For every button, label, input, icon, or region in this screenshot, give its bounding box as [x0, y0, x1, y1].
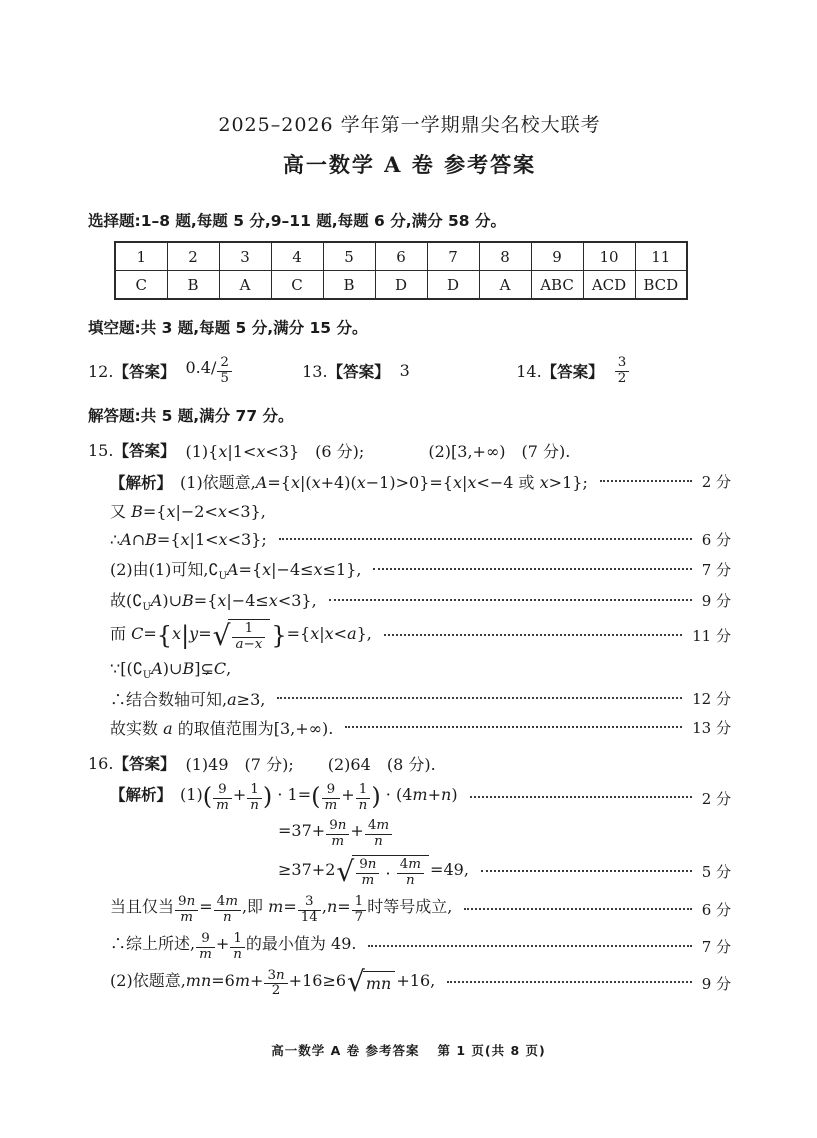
big-delimiter: ( — [311, 782, 321, 811]
fraction — [356, 783, 371, 813]
solution-line — [88, 855, 731, 888]
radical-sign: √ — [212, 618, 231, 652]
numerator: 9n — [178, 894, 196, 910]
math-text: a≥3, — [227, 690, 266, 710]
problem-number: 15. — [88, 440, 114, 460]
line-content — [110, 588, 317, 613]
math-text: , — [241, 897, 248, 917]
denominator: m — [356, 873, 379, 889]
numerator: 9 — [326, 782, 336, 798]
math-text: · 1= — [277, 785, 312, 805]
math-text: + — [215, 934, 230, 954]
math-text: (2)64 (8 分). — [327, 754, 436, 774]
denominator: n — [356, 798, 371, 814]
fraction — [214, 895, 241, 925]
math-text: +16, — [396, 971, 436, 991]
math-text: ,n= — [321, 897, 351, 917]
solution-line — [88, 470, 731, 493]
solution-line — [88, 619, 731, 652]
answer-value — [185, 356, 232, 386]
line-content — [110, 530, 267, 550]
denominator: m — [326, 834, 349, 850]
choice-section-label: 选择题:1–8 题,每题 5 分,9–11 题,每题 6 分,满分 58 分。 — [88, 212, 506, 230]
problem-answer-line — [88, 438, 731, 462]
math-text: (1)49 (7 分); — [185, 754, 294, 774]
fraction — [247, 783, 262, 813]
answer-label: 【答案】 — [327, 363, 390, 381]
math-text: m= — [268, 897, 297, 917]
answer-cell: ACD — [583, 271, 635, 300]
static-text: 的最小值为 49. — [245, 934, 357, 954]
exam-title: 2025–2026 学年第一学期鼎尖名校大联考 — [218, 114, 601, 136]
math-text: a — [163, 719, 173, 739]
math-text: mn=6m+ — [185, 971, 264, 991]
score-label: 6 分 — [701, 531, 731, 549]
numerator: 9 — [201, 931, 210, 947]
dotted-leader — [481, 870, 692, 872]
bold-label: 【解析】 — [110, 474, 173, 492]
answer-table-body — [115, 242, 687, 299]
math-text: A)∪B={x|−4≤x<3}, — [150, 591, 317, 611]
answer-table — [114, 241, 688, 300]
math-text: 3 — [399, 361, 410, 380]
dotted-leader — [470, 796, 692, 798]
score-label: 7 分 — [701, 561, 731, 580]
numerator: 1 — [233, 931, 242, 947]
static-text: (7 分). — [505, 441, 571, 461]
paper-subtitle: 高一数学 A 卷 参考答案 — [282, 152, 537, 177]
big-delimiter: | — [181, 621, 190, 650]
sqrt-radical — [347, 965, 395, 999]
fraction — [175, 895, 198, 925]
line-content — [110, 659, 231, 681]
question-number-cell: 6 — [375, 242, 427, 271]
static-text: 即 — [247, 897, 269, 917]
question-number-cell: 1 — [115, 242, 167, 271]
radical-sign: √ — [347, 965, 365, 999]
solution-line — [88, 687, 731, 710]
static-text: 的取值范围为 — [172, 719, 274, 739]
numerator: 4m — [399, 857, 422, 873]
math-text: A)∪B]⊊C, — [151, 658, 232, 678]
line-content — [110, 783, 458, 813]
fraction — [322, 783, 341, 813]
fraction — [397, 858, 424, 888]
dotted-leader — [464, 908, 691, 910]
denominator: m — [196, 947, 215, 963]
math-text: A={x|−4≤x≤1}, — [226, 560, 362, 579]
numerator: 3 — [617, 355, 627, 370]
numerator: 1 — [244, 621, 254, 637]
fill-answer-item — [88, 356, 302, 386]
line-content — [110, 557, 361, 582]
fraction — [352, 895, 367, 925]
score-label: 5 分 — [701, 863, 731, 882]
complement-symbol: $∁_U$ — [132, 658, 152, 681]
numerator: 9n — [359, 857, 377, 873]
line-content — [110, 965, 436, 999]
question-number-cell: 9 — [531, 242, 583, 271]
page-footer — [0, 1041, 817, 1059]
dotted-leader — [329, 599, 692, 601]
answer-content — [185, 752, 435, 775]
denominator: n — [214, 910, 241, 926]
static-text: 依题意, — [132, 971, 186, 991]
line-content — [110, 499, 266, 522]
problem-answer-line — [88, 751, 731, 775]
numerator: 3n — [267, 967, 285, 983]
fill-answers-row — [88, 348, 731, 394]
line-content — [110, 716, 333, 739]
problem-block — [88, 438, 731, 739]
math-text: (2) — [110, 971, 133, 991]
math-text: ∴A∩B={x|1<x<3}; — [110, 529, 267, 549]
static-text: 时等号成立, — [367, 897, 453, 917]
radicand — [352, 855, 429, 888]
score-label: 7 分 — [701, 938, 731, 957]
static-text: 结合数轴可知, — [126, 690, 228, 710]
denominator: 2 — [615, 371, 630, 387]
answer-cell: BCD — [635, 271, 687, 300]
score-label: 9 分 — [701, 974, 731, 993]
score-label: 12 分 — [692, 690, 731, 709]
question-number-cell: 11 — [635, 242, 687, 271]
math-text: x — [172, 624, 182, 644]
denominator: n — [247, 798, 262, 814]
fill-section-label: 填空题:共 3 题,每题 5 分,满分 15 分。 — [88, 319, 368, 337]
problem-block — [88, 751, 731, 998]
dotted-leader — [600, 480, 692, 482]
math-text: =37+ — [278, 821, 326, 841]
answer-row — [115, 271, 687, 300]
denominator: m — [175, 910, 198, 926]
answer-cell: A — [479, 271, 531, 300]
denominator: 7 — [352, 910, 367, 926]
bold-label: 【解析】 — [110, 786, 173, 805]
complement-symbol: $∁_U$ — [132, 591, 151, 614]
big-delimiter: ) — [262, 782, 273, 811]
dotted-leader — [447, 981, 691, 983]
complement-symbol: $∁_U$ — [208, 560, 227, 583]
fraction — [217, 356, 232, 386]
answer-cell: C — [115, 271, 167, 300]
answer-cell: D — [375, 271, 427, 300]
solution-line — [88, 557, 731, 582]
math-text: + — [350, 821, 364, 841]
question-number-cell: 7 — [427, 242, 479, 271]
static-text: 故实数 — [110, 719, 164, 739]
line-content — [278, 855, 469, 888]
line-content — [110, 470, 588, 493]
footer-page-number: 第 1 页(共 8 页) — [437, 1043, 546, 1058]
footer-paper-name: 高一数学 A 卷 参考答案 — [271, 1043, 420, 1058]
big-delimiter: } — [271, 621, 287, 650]
solve-section-label: 解答题:共 5 题,满分 77 分。 — [88, 407, 294, 425]
denominator: n — [230, 947, 245, 963]
denominator: n — [397, 873, 424, 889]
fraction — [356, 858, 379, 888]
math-text: + — [232, 785, 247, 805]
static-text: (6 分); — [299, 441, 365, 461]
answer-label: 【答案】 — [113, 363, 176, 381]
denominator: 14 — [298, 910, 321, 926]
question-number-cell: 4 — [271, 242, 323, 271]
question-number-cell: 5 — [323, 242, 375, 271]
math-text: (2)[3,+∞) — [428, 441, 506, 461]
denominator: n — [365, 834, 392, 850]
solution-line — [88, 528, 731, 551]
dotted-leader — [345, 726, 682, 728]
line-content — [278, 819, 393, 849]
question-number: 14. — [516, 361, 542, 381]
answer-value — [400, 361, 410, 381]
solution-line — [88, 716, 731, 739]
denominator: 2 — [264, 983, 287, 999]
static-text: 又 — [110, 502, 132, 521]
dotted-leader — [279, 538, 692, 540]
numerator: 4m — [216, 894, 238, 910]
question-number-cell: 10 — [583, 242, 635, 271]
math-text: +16≥6 — [288, 971, 347, 991]
answer-label: 【答案】 — [113, 755, 176, 774]
line-content — [110, 894, 452, 925]
numerator: 2 — [220, 355, 229, 370]
math-text: ∵[( — [110, 658, 133, 678]
score-label: 2 分 — [701, 789, 731, 808]
math-text: ≥37+2 — [278, 860, 336, 880]
answer-cell: A — [219, 271, 271, 300]
math-text: + — [341, 785, 355, 805]
numerator: 9n — [329, 818, 347, 834]
numerator: 1 — [354, 894, 364, 910]
problem-number: 16. — [88, 753, 114, 773]
denominator: 5 — [217, 371, 232, 387]
big-delimiter: { — [156, 621, 173, 650]
fraction — [232, 622, 265, 652]
big-delimiter: ) — [371, 782, 381, 811]
static-text: 综上所述, — [126, 934, 196, 954]
math-text: A={x|(x+4)(x−1)>0}={x|x<−4 或 x>1}; — [255, 473, 588, 492]
question-number-cell: 2 — [167, 242, 219, 271]
static-text: 而 — [110, 624, 132, 644]
static-text: (2)由(1)可知, — [110, 560, 209, 579]
dotted-leader — [384, 634, 682, 636]
sqrt-radical — [213, 619, 271, 652]
radicand — [363, 971, 395, 993]
fraction — [230, 932, 245, 962]
answer-cell: D — [427, 271, 479, 300]
score-label: 6 分 — [701, 901, 731, 920]
fraction — [365, 819, 392, 849]
math-text: · — [385, 863, 391, 883]
math-text: [3,+∞). — [273, 719, 334, 739]
answer-label: 【答案】 — [113, 442, 176, 460]
dotted-leader — [373, 568, 691, 570]
math-text: (1) — [180, 785, 203, 805]
fraction — [196, 932, 215, 962]
answer-cell: ABC — [531, 271, 583, 300]
answer-cell: B — [167, 271, 219, 300]
math-text: (1){x|1<x<3} — [185, 441, 300, 461]
question-number-cell: 8 — [479, 242, 531, 271]
denominator: a−x — [232, 637, 265, 653]
answer-cell: B — [323, 271, 375, 300]
answer-content — [185, 439, 570, 462]
denominator: m — [213, 798, 232, 814]
big-delimiter: ( — [202, 782, 213, 811]
line-content — [110, 619, 372, 652]
denominator: m — [322, 798, 341, 814]
answer-cell: C — [271, 271, 323, 300]
line-content — [110, 931, 356, 962]
question-number: 12. — [88, 361, 114, 381]
solution-line — [88, 499, 731, 522]
fraction — [615, 356, 630, 386]
fraction — [264, 969, 287, 999]
math-text: C= — [131, 624, 157, 644]
static-text: (1)依题意, — [180, 473, 256, 492]
math-text: · (4m+n) — [385, 785, 458, 805]
math-text: ={x|x<a}, — [286, 624, 372, 644]
score-label: 11 分 — [692, 627, 731, 646]
question-number: 13. — [302, 361, 328, 381]
answer-label: 【答案】 — [541, 363, 604, 381]
static-text: 故( — [110, 591, 133, 611]
answer-value — [614, 356, 631, 386]
math-text: B={x|−2<x<3}, — [131, 502, 266, 521]
numerator: 9 — [218, 782, 227, 798]
fraction — [326, 819, 349, 849]
solution-line — [88, 783, 731, 813]
question-number-cell: 3 — [219, 242, 271, 271]
dotted-leader — [277, 697, 682, 699]
sqrt-radical — [336, 855, 429, 888]
solution-line — [88, 658, 731, 681]
math-text: = — [199, 897, 213, 917]
line-content — [110, 687, 265, 710]
fraction — [213, 783, 232, 813]
math-text: ∴ — [110, 934, 127, 954]
math-text: mn — [365, 974, 392, 994]
math-text: ∴ — [110, 690, 127, 710]
numerator: 4m — [367, 818, 390, 834]
dotted-leader — [368, 945, 691, 947]
score-label: 9 分 — [701, 592, 731, 611]
static-text: 当且仅当 — [110, 897, 175, 917]
solution-line — [88, 588, 731, 613]
solution-problems — [88, 438, 731, 999]
fill-answer-item — [302, 360, 516, 382]
numerator: 1 — [358, 782, 368, 798]
fill-answer-item — [516, 356, 730, 386]
numerator: 1 — [250, 782, 259, 798]
numerator: 3 — [305, 894, 314, 910]
math-text: =49, — [430, 860, 469, 880]
radicand — [228, 619, 270, 652]
solution-line — [88, 894, 731, 925]
fraction — [298, 895, 321, 925]
question-number-row — [115, 242, 687, 271]
radical-sign: √ — [336, 854, 355, 888]
math-text: 0.4/ — [185, 358, 217, 378]
math-text: y= — [189, 624, 212, 644]
score-label: 2 分 — [701, 473, 731, 491]
solution-line — [88, 819, 731, 849]
score-label: 13 分 — [692, 719, 731, 738]
solution-line — [88, 965, 731, 999]
solution-line — [88, 931, 731, 962]
